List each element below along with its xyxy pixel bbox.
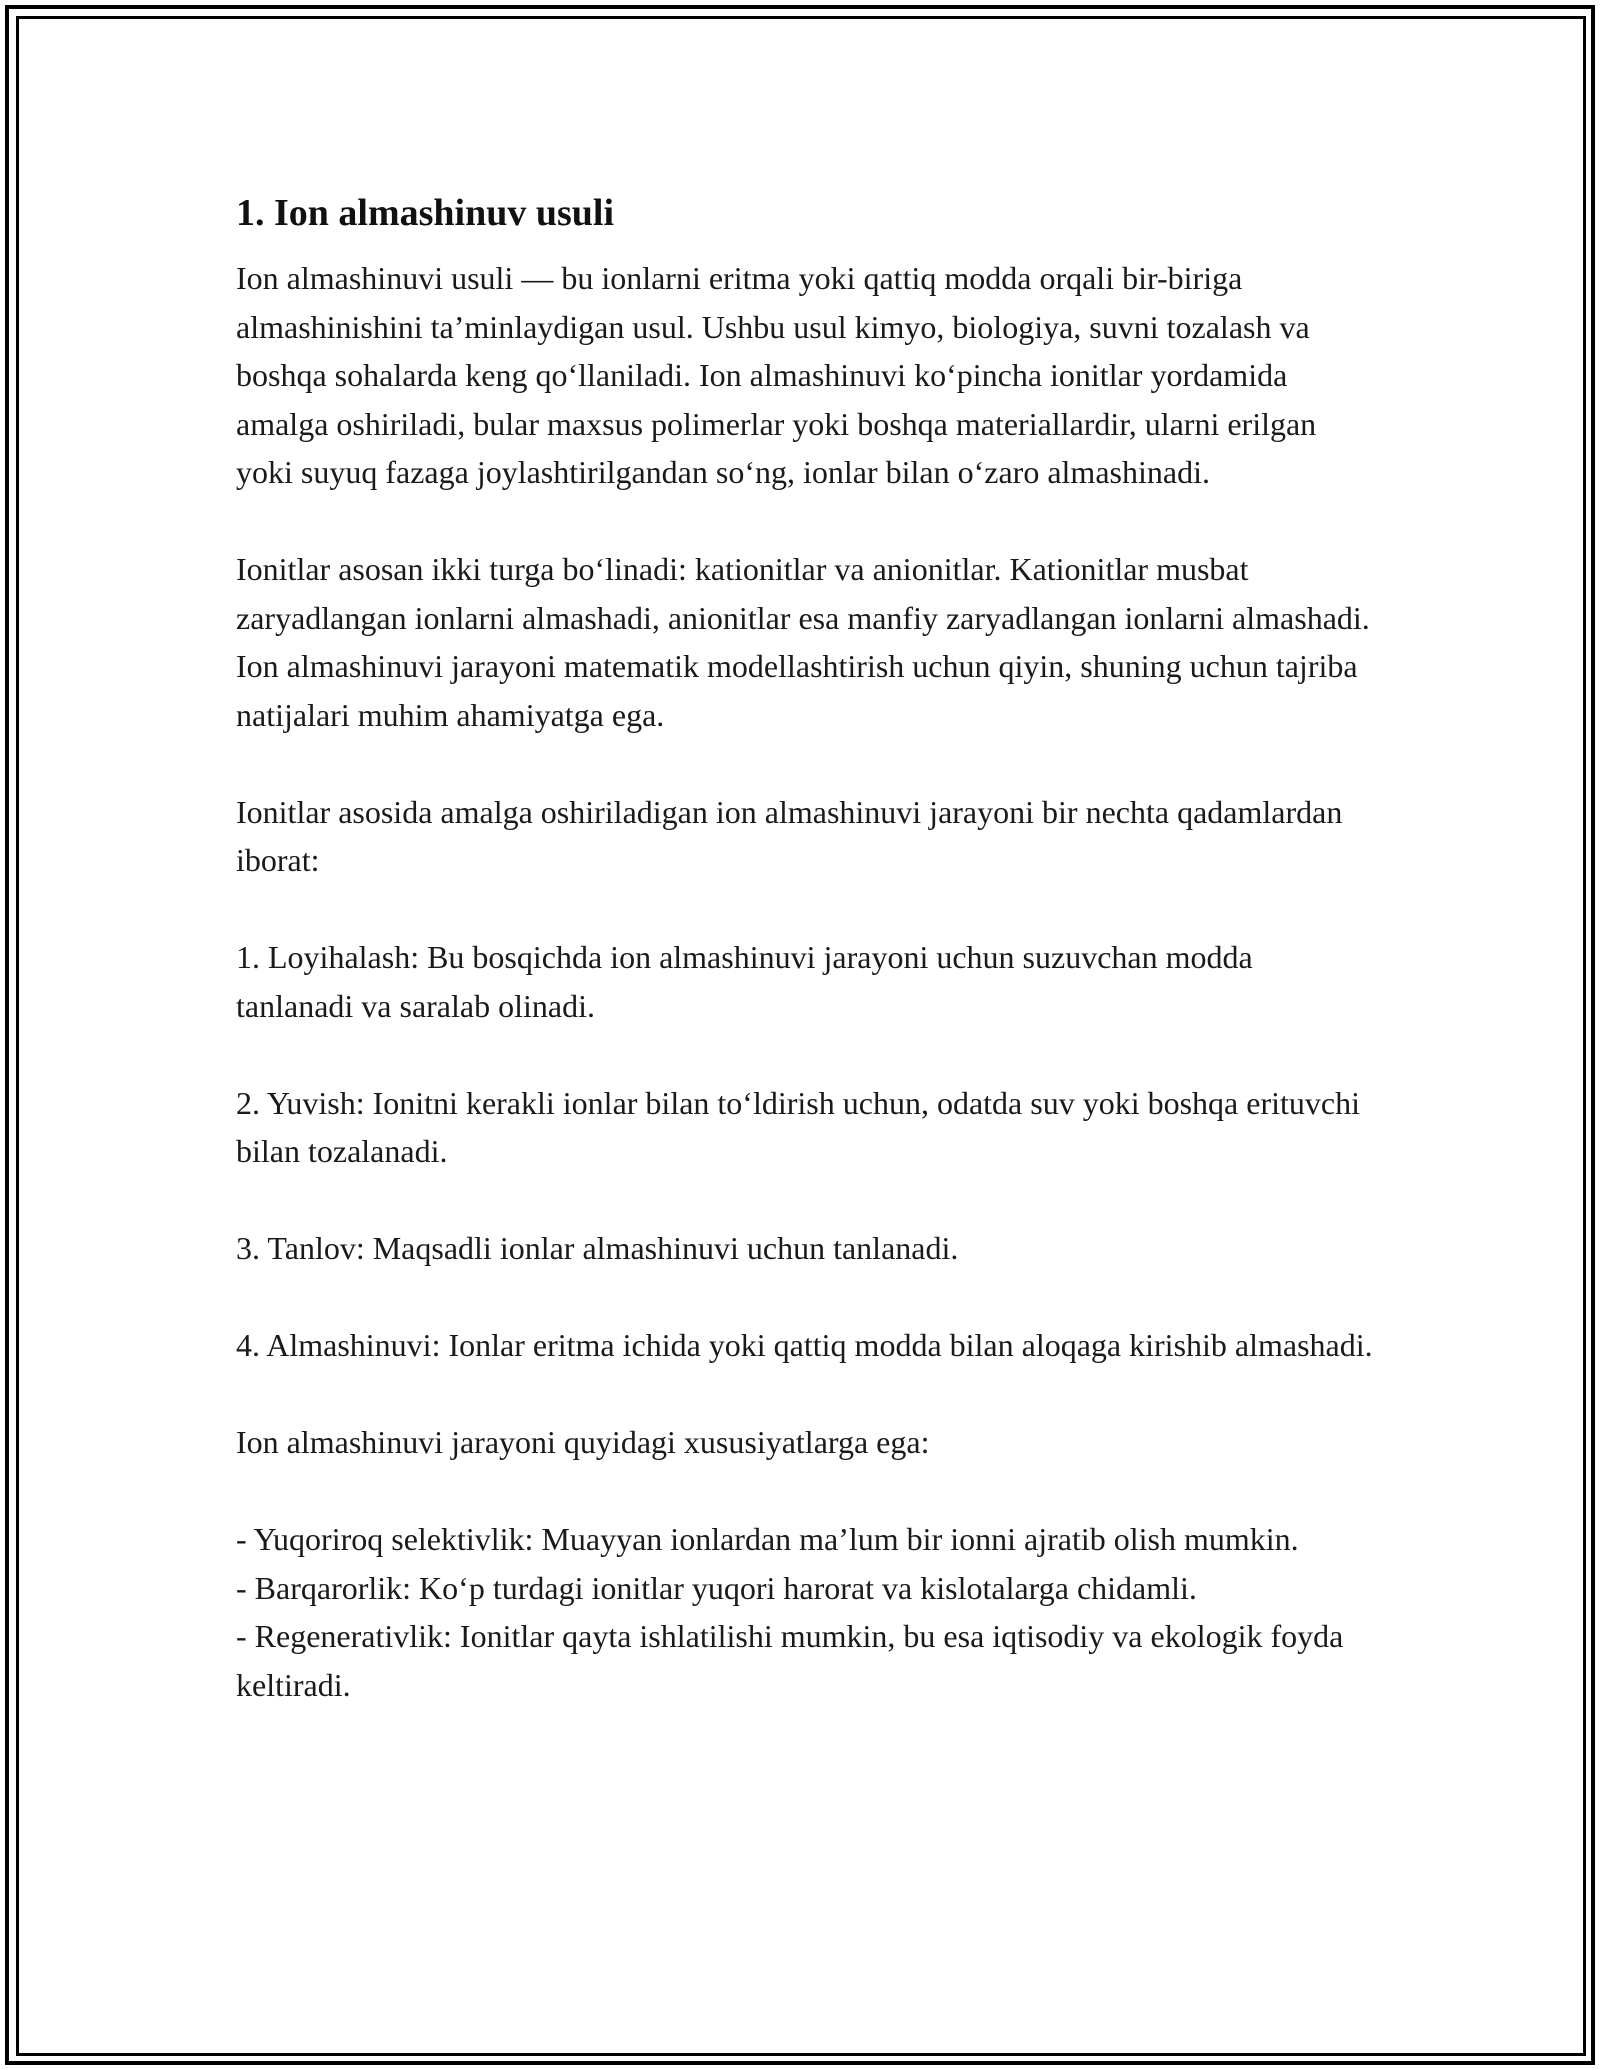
paragraph-intro: Ion almashinuvi usuli — bu ionlarni eritma yoki qattiq modda orqali bir-biriga almashinishini ta’minlaydigan usul. Ushbu usul kimyo, biologiya, suvni tozalash va boshqa sohalarda keng qo‘llaniladi. Ion almashinuvi ko‘pincha ionitlar yordamida amalga oshiriladi, bular maxsus polimerlar yoki boshqa materiallardir, ularni erilgan yoki suyuq fazaga joylashtirilgandan so‘ng, ionlar bilan o‘zaro almashinadi. — [236, 260, 1317, 490]
step-item-loyihalash: 1. Loyihalash: Bu bosqichda ion almashinuvi jarayoni uchun suzuvchan modda tanlanadi va saralab olinadi. — [236, 939, 1253, 1024]
step-item-tanlov: 3. Tanlov: Maqsadli ionlar almashinuvi uchun tanlanadi. — [236, 1230, 959, 1266]
section-heading: 1. Ion almashinuv usuli — [236, 192, 615, 234]
paragraph-gap — [236, 739, 1376, 788]
paragraph-gap — [236, 885, 1376, 934]
paragraph-gap — [236, 497, 1376, 546]
document-body — [236, 188, 1376, 1709]
paragraph-gap — [236, 1030, 1376, 1079]
paragraph-steps-intro: Ionitlar asosida amalga oshiriladigan ion almashinuvi jarayoni bir nechta qadamlardan iborat: — [236, 793, 1343, 878]
feature-item-regenerativlik: - Regenerativlik: Ionitlar qayta ishlatilishi mumkin, bu esa iqtisodiy va ekologik foyda keltiradi. — [236, 1618, 1344, 1703]
paragraph-gap — [236, 1273, 1376, 1322]
step-item-almashinuvi: 4. Almashinuvi: Ionlar eritma ichida yoki qattiq modda bilan aloqaga kirishib almashadi. — [236, 1327, 1373, 1363]
feature-item-selektivlik: - Yuqoriroq selektivlik: Muayyan ionlardan ma’lum bir ionni ajratib olish mumkin. — [236, 1521, 1299, 1557]
paragraph-gap — [236, 1370, 1376, 1419]
feature-item-barqarorlik: - Barqarorlik: Ko‘p turdagi ionitlar yuqori harorat va kislotalarga chidamli. — [236, 1569, 1197, 1606]
paragraph-ionit-types: Ionitlar asosan ikki turga bo‘linadi: kationitlar va anionitlar. Kationitlar musbat zaryadlangan ionlarni almashadi, anionitlar esa manfiy zaryadlangan ionlarni almashadi. Ion almashinuvi jarayoni matematik modellashtirish uchun qiyin, shuning uchun tajriba natijalari muhim ahamiyatga ega. — [236, 551, 1370, 733]
step-item-yuvish: 2. Yuvish: Ionitni kerakli ionlar bilan to‘ldirish uchun, odatda suv yoki boshqa erituvchi bilan tozalanadi. — [236, 1084, 1360, 1169]
paragraph-gap — [236, 1176, 1376, 1225]
paragraph-gap — [236, 1467, 1376, 1516]
paragraph-features-intro: Ion almashinuvi jarayoni quyidagi xususiyatlarga ega: — [236, 1424, 930, 1460]
